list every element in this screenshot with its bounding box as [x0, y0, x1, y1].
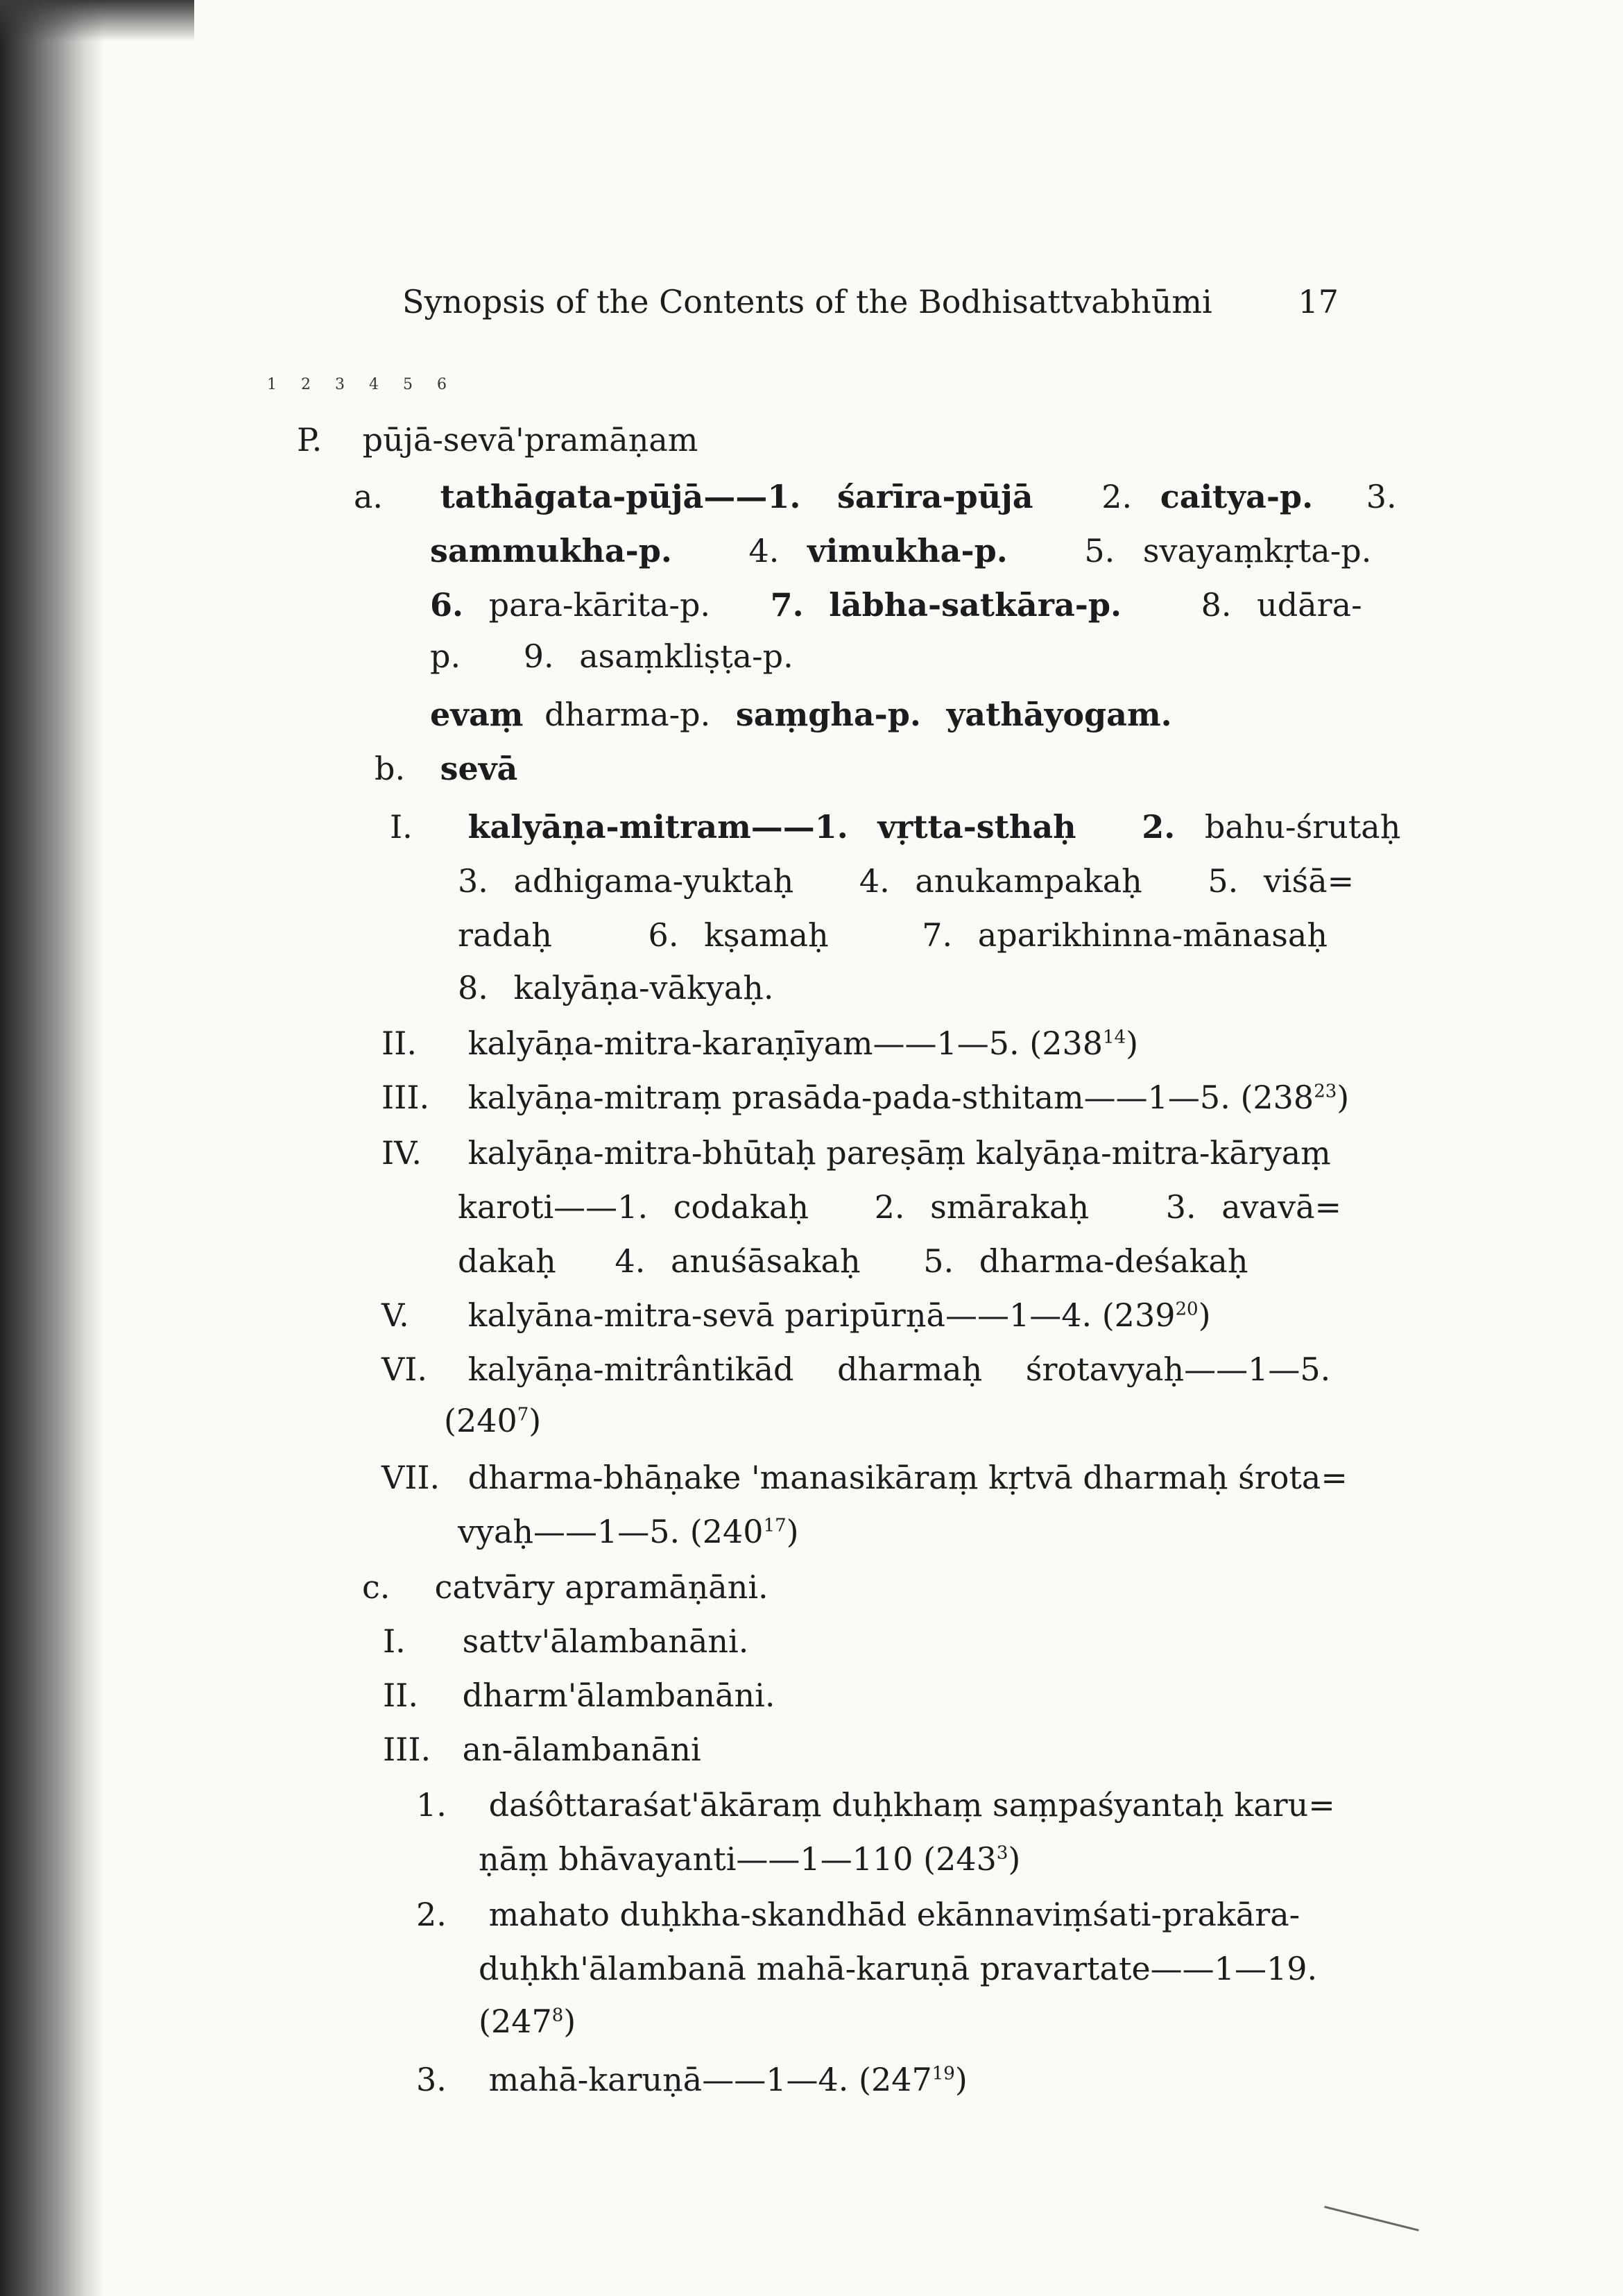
c-ii-text: dharm'ālambanāni.	[462, 1677, 775, 1714]
text-vrtta-sthah: vṛtta-sthaḥ	[877, 808, 1076, 846]
b-v-label: V.	[381, 1296, 409, 1334]
b-vii-text2: vyaḥ——1—5. (240	[458, 1513, 764, 1550]
c-i-text: sattv'ālambanāni.	[462, 1622, 749, 1660]
c-iii-item1-line1	[416, 1784, 1335, 1826]
section-c	[362, 1566, 768, 1608]
b-iv-text1: kalyāṇa-mitra-bhūtaḥ pareṣāṃ kalyāṇa-mitra-kāryaṃ	[467, 1134, 1331, 1172]
text-p: p.	[430, 637, 461, 675]
c-iii-text: an-ālambanāni	[462, 1731, 701, 1768]
text-adhigama-yuktah: adhigama-yuktaḥ	[513, 862, 794, 900]
b-iv-line2	[458, 1186, 1341, 1228]
b-vi-line1	[381, 1348, 1330, 1390]
c-iii-item2-line2	[479, 1948, 1317, 1989]
item2-text2: duḥkh'ālambanā mahā-karuṇā pravartate——1—19.	[479, 1950, 1318, 1987]
c-ii	[383, 1674, 775, 1716]
num-3: 3.	[458, 862, 488, 900]
b-vi-ref: 7	[517, 1404, 529, 1425]
text-visa: viśā=	[1263, 862, 1355, 900]
b-iii-ref: 23	[1314, 1081, 1337, 1102]
c-iii	[383, 1729, 701, 1770]
page-number: 17	[1298, 283, 1339, 320]
text-avava: avavā=	[1221, 1188, 1342, 1226]
item1-text2: ṇāṃ bhāvayanti——1—110 (243	[479, 1840, 997, 1878]
c-iii-label: III.	[383, 1731, 431, 1768]
item3-label: 3.	[416, 2061, 447, 2098]
section-b-label: b.	[375, 750, 406, 787]
b-ii-text: kalyāṇa-mitra-karaṇīyam——1—5. (238	[467, 1025, 1104, 1062]
item3-ref: 19	[931, 2063, 955, 2084]
text-dharma-desakah: dharma-deśakaḥ	[979, 1242, 1248, 1280]
c-i	[383, 1620, 748, 1662]
b-iii-label: III.	[381, 1079, 430, 1116]
text-svayamkrta-p: svayaṃkṛta-p.	[1142, 532, 1372, 569]
b-iv-line3	[458, 1240, 1248, 1282]
section-p	[297, 419, 698, 461]
b-vii-text1: dharma-bhāṇake 'manasikāraṃ kṛtvā dharmaḥ śrota=	[467, 1459, 1348, 1496]
c-iii-item2-line3	[479, 2001, 576, 2042]
b-ii-close: )	[1126, 1025, 1139, 1062]
text-evam: evaṃ	[430, 696, 524, 733]
b-iii-text: kalyāṇa-mitraṃ prasāda-pada-sthitam——1—5. (238	[467, 1079, 1314, 1116]
text-vimukha-p: vimukha-p.	[807, 532, 1008, 569]
b-iii	[381, 1077, 1349, 1118]
binding-shadow	[0, 0, 104, 2296]
b-vii-ref: 17	[763, 1515, 787, 1536]
c-iii-item3	[416, 2059, 968, 2100]
section-a-line3	[430, 584, 1362, 626]
num-2: 2.	[1142, 808, 1176, 846]
text-smarakah: smārakaḥ	[930, 1188, 1090, 1226]
item2-ref: 8	[551, 2005, 564, 2026]
num-5: 5.	[1084, 532, 1115, 569]
c-ii-label: II.	[383, 1677, 418, 1714]
b-i-label: I.	[390, 808, 413, 846]
b-iv-line1	[381, 1132, 1331, 1174]
section-a-line5	[430, 694, 1172, 735]
b-vii-label: VII.	[381, 1459, 440, 1496]
b-i-line4	[458, 967, 773, 1009]
b-i-line3	[458, 914, 1328, 956]
text-kalyana-mitrantikad: kalyāṇa-mitrântikād	[467, 1351, 794, 1388]
text-udara: udāra-	[1257, 586, 1362, 624]
text-radah: radaḥ	[458, 916, 552, 954]
b-i-line2	[458, 860, 1354, 902]
item2-ref-text: (247	[479, 2003, 552, 2040]
num-7: 7.	[922, 916, 953, 954]
num-3: 3.	[1165, 1188, 1196, 1226]
num-4: 4.	[615, 1242, 646, 1280]
column-numbers: 1 2 3 4 5 6	[267, 376, 456, 393]
c-iii-item2-line1	[416, 1894, 1300, 1935]
section-a-line2	[430, 530, 1371, 572]
b-v-text: kalyāna-mitra-sevā paripūrṇā——1—4. (239	[467, 1296, 1176, 1334]
num-5: 5.	[923, 1242, 954, 1280]
text-labha-satkara-p: lābha-satkāra-p.	[829, 586, 1122, 624]
b-vii-close: )	[786, 1513, 799, 1550]
num-2: 2.	[1101, 478, 1133, 515]
b-ii-ref: 14	[1103, 1027, 1126, 1048]
item2-close: )	[563, 2003, 576, 2040]
text-bahu-srutah: bahu-śrutaḥ	[1204, 808, 1401, 846]
text-dharma-p: dharma-p.	[544, 696, 711, 733]
item3-text: mahā-karuṇā——1—4. (247	[488, 2061, 932, 2098]
num-5: 5.	[1208, 862, 1239, 900]
b-ii-label: II.	[381, 1025, 417, 1062]
b-vi-close: )	[529, 1402, 542, 1439]
b-vi-ref-text: (240	[444, 1402, 517, 1439]
section-b-title: sevā	[440, 750, 518, 787]
b-vii-line1	[381, 1457, 1348, 1498]
text-sarira-puja: śarīra-pūjā	[837, 478, 1033, 515]
num-6: 6.	[648, 916, 679, 954]
b-iii-close: )	[1337, 1079, 1350, 1116]
c-iii-item1-line2	[479, 1838, 1020, 1880]
section-a-label: a.	[354, 478, 384, 515]
c-i-label: I.	[383, 1622, 406, 1660]
b-vi-line2	[444, 1400, 541, 1441]
b-vii-line2	[458, 1511, 799, 1552]
num-2: 2.	[874, 1188, 905, 1226]
section-p-title: pūjā-sevā'pramāṇam	[362, 421, 698, 459]
text-anukampakah: anukampakaḥ	[915, 862, 1142, 900]
text-anusasakah: anuśāsakaḥ	[670, 1242, 861, 1280]
item3-close: )	[954, 2061, 968, 2098]
text-para-karita-p: para-kārita-p.	[488, 586, 711, 624]
item1-label: 1.	[416, 1786, 447, 1824]
num-3: 3.	[1366, 478, 1397, 515]
running-title: Synopsis of the Contents of the Bodhisattvabhūmi	[402, 283, 1212, 320]
section-b	[375, 748, 517, 789]
text-karoti: karoti——1.	[458, 1188, 649, 1226]
num-6: 6.	[430, 586, 464, 624]
text-aparikhinna-manasah: aparikhinna-mānasaḥ	[977, 916, 1328, 954]
corner-scan-mark	[1318, 2206, 1419, 2259]
b-v-ref: 20	[1175, 1299, 1199, 1320]
text-yathayogam: yathāyogam.	[946, 696, 1172, 733]
num-7: 7.	[770, 586, 804, 624]
item1-ref: 3	[996, 1842, 1008, 1864]
b-v-close: )	[1198, 1296, 1211, 1334]
num-8: 8.	[1201, 586, 1232, 624]
b-v	[381, 1294, 1211, 1336]
text-caitya-p: caitya-p.	[1160, 478, 1314, 515]
text-samgha-p: saṃgha-p.	[735, 696, 921, 733]
text-tathagata-puja: tathāgata-pūjā——1.	[440, 478, 801, 515]
section-p-label: P.	[297, 421, 323, 459]
item1-close: )	[1008, 1840, 1021, 1878]
b-vi-label: VI.	[381, 1351, 428, 1388]
item2-text1: mahato duḥkha-skandhād ekānnaviṃśati-prakāra-	[488, 1896, 1300, 1933]
binding-shadow-top	[0, 0, 194, 42]
text-ksamah: kṣamaḥ	[704, 916, 829, 954]
b-ii	[381, 1022, 1138, 1064]
section-c-title: catvāry apramāṇāni.	[434, 1568, 768, 1606]
b-iv-label: IV.	[381, 1134, 422, 1172]
b-i-line1	[390, 806, 1400, 848]
num-8: 8.	[458, 969, 488, 1006]
text-codakah: codakaḥ	[673, 1188, 809, 1226]
text-asamklista-p: asaṃkliṣṭa-p.	[579, 637, 793, 675]
text-dharmah: dharmaḥ	[837, 1351, 983, 1388]
item2-label: 2.	[416, 1896, 447, 1933]
section-a-line4	[430, 635, 793, 677]
item1-text1: daśôttaraśat'ākāraṃ duḥkhaṃ saṃpaśyantaḥ karu=	[488, 1786, 1335, 1824]
section-c-label: c.	[362, 1568, 390, 1606]
text-kalyana-mitram: kalyāṇa-mitram——1.	[467, 808, 848, 846]
num-9: 9.	[523, 637, 554, 675]
text-kalyana-vakyah: kalyāṇa-vākyaḥ.	[513, 969, 774, 1006]
num-4: 4.	[748, 532, 780, 569]
text-sammukha-p: sammukha-p.	[430, 532, 672, 569]
section-a-line1	[354, 476, 1397, 517]
text-dakah: dakaḥ	[458, 1242, 556, 1280]
text-srotavyah: śrotavyaḥ——1—5.	[1025, 1351, 1331, 1388]
num-4: 4.	[859, 862, 890, 900]
